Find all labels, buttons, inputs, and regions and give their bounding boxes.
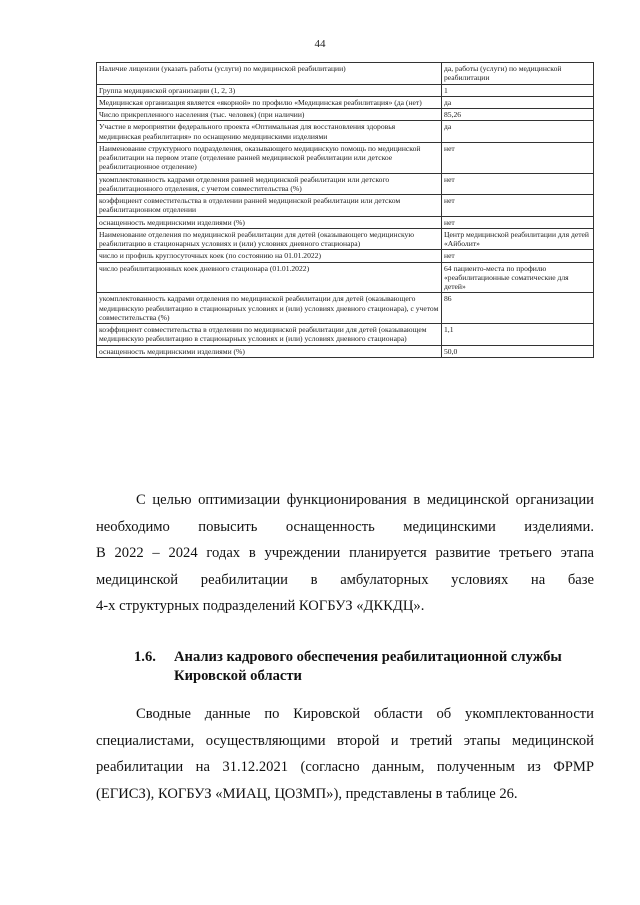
row-parameter-cell: Наименование структурного подразделения, оказывающего медицинскую помощь по медицинской реабилитации на первом этапе (отделение ранней медицинской реабилитации или детское реабилитационное отделение) <box>97 142 442 173</box>
row-value-cell: 86 <box>442 293 594 324</box>
row-value-cell: 85,26 <box>442 109 594 121</box>
row-value-cell: 1 <box>442 84 594 96</box>
paragraph-summary: Сводные данные по Кировской области об укомплектованности специалистами, осуществляющими второй и третий этапы медицинской реабилитации на 31.12.2021 (согласно данным, полученным из ФРМР (ЕГИСЗ), КОГБУЗ «МИАЦ, ЦОЗМП»), представлены в таблице 26. <box>96 706 594 802</box>
row-value-cell: нет <box>442 142 594 173</box>
row-parameter-cell: коэффициент совместительства в отделении ранней медицинской реабилитации или детском реабилитационном отделении <box>97 195 442 217</box>
section-number: 1.6. <box>134 649 156 665</box>
row-value-cell: да, работы (услуги) по медицинской реабилитации <box>442 63 594 85</box>
table-row <box>97 324 594 346</box>
row-parameter-cell: число реабилитационных коек дневного стационара (01.01.2022) <box>97 262 442 293</box>
row-value-cell: да <box>442 121 594 143</box>
table-row <box>97 293 594 324</box>
paragraph-line: В 2022 – 2024 годах в учреждении планируется развитие третьего этапа <box>96 545 594 561</box>
row-parameter-cell: Наименование отделения по медицинской реабилитации для детей (оказывающего медицинскую реабилитацию в стационарных условиях и (или) условиях дневного стационара) <box>97 228 442 250</box>
table-row <box>97 173 594 195</box>
row-value-cell: 64 пациенто-места по профилю «реабилитационные соматические для детей» <box>442 262 594 293</box>
section-title-line1: Анализ кадрового обеспечения реабилитационной службы <box>174 649 562 665</box>
paragraph-optimization <box>96 487 594 620</box>
table-row <box>97 216 594 228</box>
row-parameter-cell: коэффициент совместительства в отделении по медицинской реабилитации для детей (оказывающем медицинскую реабилитацию в стационарных условиях и (или) условиях дневного стационара) <box>97 324 442 346</box>
table-row <box>97 142 594 173</box>
paragraph-line: медицинской реабилитации в амбулаторных условиях на базе <box>96 571 594 588</box>
paragraph-line: 4-х структурных подразделений КОГБУЗ «ДККДЦ». <box>96 598 425 614</box>
row-value-cell: нет <box>442 195 594 217</box>
table-row <box>97 228 594 250</box>
row-parameter-cell: укомплектованность кадрами отделения ранней медицинской реабилитации или детского реабилитационного отделения, с учетом совместительства (%) <box>97 173 442 195</box>
rehabilitation-info-table <box>96 62 594 358</box>
table-row <box>97 121 594 143</box>
table-row <box>97 345 594 357</box>
table-row <box>97 63 594 85</box>
row-value-cell: нет <box>442 250 594 262</box>
table-row <box>97 250 594 262</box>
table-row <box>97 96 594 108</box>
paragraph-line: необходимо повысить оснащенность медицинскими изделиями. <box>96 518 594 535</box>
row-parameter-cell: укомплектованность кадрами отделения по медицинской реабилитации для детей (оказывающего медицинскую реабилитацию в стационарных условиях и (или) условиях дневного стационара), с учетом совместительства (%) <box>97 293 442 324</box>
row-value-cell: нет <box>442 173 594 195</box>
row-parameter-cell: Группа медицинской организации (1, 2, 3) <box>97 84 442 96</box>
page-number: 44 <box>314 38 326 50</box>
row-value-cell: да <box>442 96 594 108</box>
row-parameter-cell: Медицинская организация является «якорной» по профилю «Медицинская реабилитация» (да (нет) <box>97 96 442 108</box>
section-title-line2: Кировской области <box>174 668 302 684</box>
row-value-cell: Центр медицинской реабилитации для детей «Айболит» <box>442 228 594 250</box>
section-heading <box>134 648 594 686</box>
row-parameter-cell: Наличие лицензии (указать работы (услуги) по медицинской реабилитации) <box>97 63 442 85</box>
row-parameter-cell: оснащенность медицинскими изделиями (%) <box>97 216 442 228</box>
row-parameter-cell: Участие в мероприятии федерального проекта «Оптимальная для восстановления здоровья медицинская реабилитация» по оснащению медицинскими изделиями <box>97 121 442 143</box>
row-value-cell: нет <box>442 216 594 228</box>
paragraph-line: С целью оптимизации функционирования в медицинской организации <box>136 492 594 508</box>
table-row <box>97 262 594 293</box>
row-parameter-cell: оснащенность медицинскими изделиями (%) <box>97 345 442 357</box>
table-body <box>97 63 594 358</box>
row-value-cell: 50,0 <box>442 345 594 357</box>
row-parameter-cell: число и профиль круглосуточных коек (по состоянию на 01.01.2022) <box>97 250 442 262</box>
table-row <box>97 109 594 121</box>
table-row <box>97 195 594 217</box>
table-row <box>97 84 594 96</box>
row-value-cell: 1,1 <box>442 324 594 346</box>
row-parameter-cell: Число прикрепленного населения (тыс. человек) (при наличии) <box>97 109 442 121</box>
